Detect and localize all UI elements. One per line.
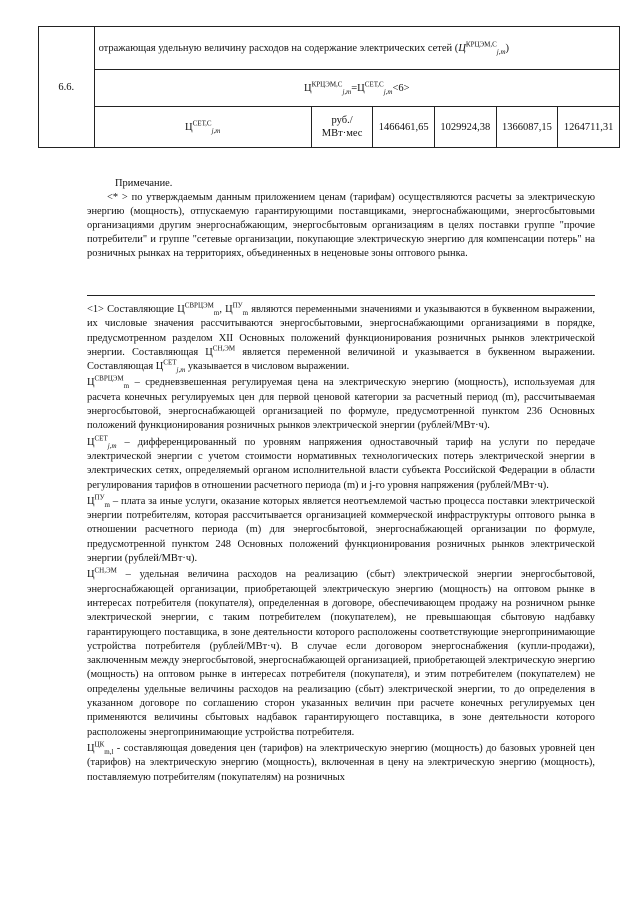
note-title: Примечание. xyxy=(115,178,173,189)
table-row xyxy=(39,107,620,148)
note-body: <* > по утверждаемым данным приложением ценам (тарифам) осуществляются расчеты за электрическую энергию (мощность), отпускаемую гарантирующими поставщиками, энергоснабжающими, энергосбытовыми организациями другим энергоснабжающим, энергосбытовым организациям в целях поставки группе "прочие потребители" и группе "сетевые организации, покупающие электрическую энергию для компенсации потерь" на розничных рынках на территориях, объединенных в неценовые зоны оптового рынка. xyxy=(87,192,595,259)
definition-svrcem: $Ц^{СВРЦЭМ}_m$ – средневзвешенная регулируемая цена на электрическую энергию (мощность), используемая для расчета конечных регулируемых цен для первой ценовой категории за расчетный период (m), рассчитываемая энергосбытовой, энергоснабжающей организацией по формуле, предусмотренной пунктом 236 Основных положений функционирования розничных рынков электрической энергии (рублей/МВт·ч). xyxy=(87,375,595,432)
definition-sn-em: $Ц^{СН,ЭМ}$ – удельная величина расходов на реализацию (сбыт) электрической энергии энергосбытовой, энергоснабжающей организации, приобретающей электрическую энергию (мощность) на оптовом рынке в интересах потребителя (покупателя), определенная в договоре, обеспечивающем продажу на розничном рынке электрической энергии, с таким потребителем (покупателем), не превышающая сбытовую надбавку гарантирующего поставщика, в зоне деятельности которого расположены соответствующие энергопринимающие устройства потребителя (рублей/МВт·ч). В случае если договором энергоснабжения (купли-продажи), заключенным между энергосбытовой, энергоснабжающей организацией, приобретающей электрическую энергию (мощность) на оптовом рынке в интересах потребителя (покупателя), и этим потребителем (покупателем) не определены удельные величины расходов на реализацию (сбыт) электрической энергии, то до определения в указанном договоре по соглашению сторон указанных величин при расчете конечных регулируемых цен применяются величины сбытовых надбавок гарантирующего поставщика, в зоне деятельности которого расположены энергопринимающие устройства потребителя. xyxy=(87,566,595,738)
footnote-1: <1> Составляющие $Ц^{СВРЦЭМ}_m$, $Ц^{ПУ}_m$ являются переменными значениями и указываются в буквенном выражении, их числовые значения рассчитываются энергосбытовыми, энергоснабжающими организациями в порядке, предусмотренном разделом XII Основных положений функционирования розничных рынков электрической энергии. Составляющая $Ц^{СН,ЭМ}$ является переменной величиной и указывается в буквенном выражении. Составляющая $Ц^{СЕТ}_{j,m}$ указывается в числовом выражении. xyxy=(87,301,596,375)
definition-set: $Ц^{СЕТ}_{j,m}$ – дифференцированный по уровням напряжения одноставочный тариф на услуги по передаче электрической энергии с учетом стоимости нормативных технологических потерь электрической энергии в электрических сетях, определяемый органом исполнительной власти субъекта Российской Федерации в области регулирования тарифов в отношении расчетного периода (m) и j-го уровня напряжения (рублей/МВт·ч). xyxy=(87,434,595,491)
definition-ck: $Ц^{ЦК}_{m,l}$ - составляющая доведения цен (тарифов) на электрическую энергию (мощность) до базовых уровней цен (тарифов) на электрическую энергию (мощность), включенная в цену на электрическую энергию (мощность), поставляемую потребителям (покупателям) на розничных xyxy=(87,740,595,783)
value-cell: 1366087,15 xyxy=(496,107,558,148)
value-cell: 1466461,65 xyxy=(373,107,435,148)
note-section xyxy=(87,177,595,261)
footnotes xyxy=(87,303,595,787)
tariff-table xyxy=(38,26,620,148)
value-cell: 1264711,31 xyxy=(558,107,620,148)
formula-cell: $Ц^{КРЦЭМ,С}_{j,m}=Ц^{СЕТ,С}_{j,m}<6>$ xyxy=(94,70,619,107)
definition-pu: $Ц^{ПУ}_m$ – плата за иные услуги, оказание которых является неотъемлемой частью процесса поставки электрической энергии потребителям, которая рассчитывается организацией коммерческой инфраструктуры оптового рынка в отношении расчетного периода (m) для энергосбытовой, энергоснабжающей организации по формуле, предусмотренной пунктом 248 Основных положений функционирования розничных рынков электрической энергии (рублей/МВт·ч). xyxy=(87,493,595,565)
tariff-symbol: $Ц^{СЕТ,С}_{j,m}$ xyxy=(94,107,311,148)
row-description: отражающая удельную величину расходов на содержание электрических сетей $(Ц^{КРЦЭМ,С}_{j,m})$ xyxy=(94,27,619,70)
table-row xyxy=(39,70,620,107)
footnote-separator xyxy=(87,295,595,296)
table-row xyxy=(39,27,620,70)
value-cell: 1029924,38 xyxy=(435,107,497,148)
unit-cell: руб./ МВт·мес xyxy=(311,107,373,148)
row-number: 6.6. xyxy=(39,27,95,148)
